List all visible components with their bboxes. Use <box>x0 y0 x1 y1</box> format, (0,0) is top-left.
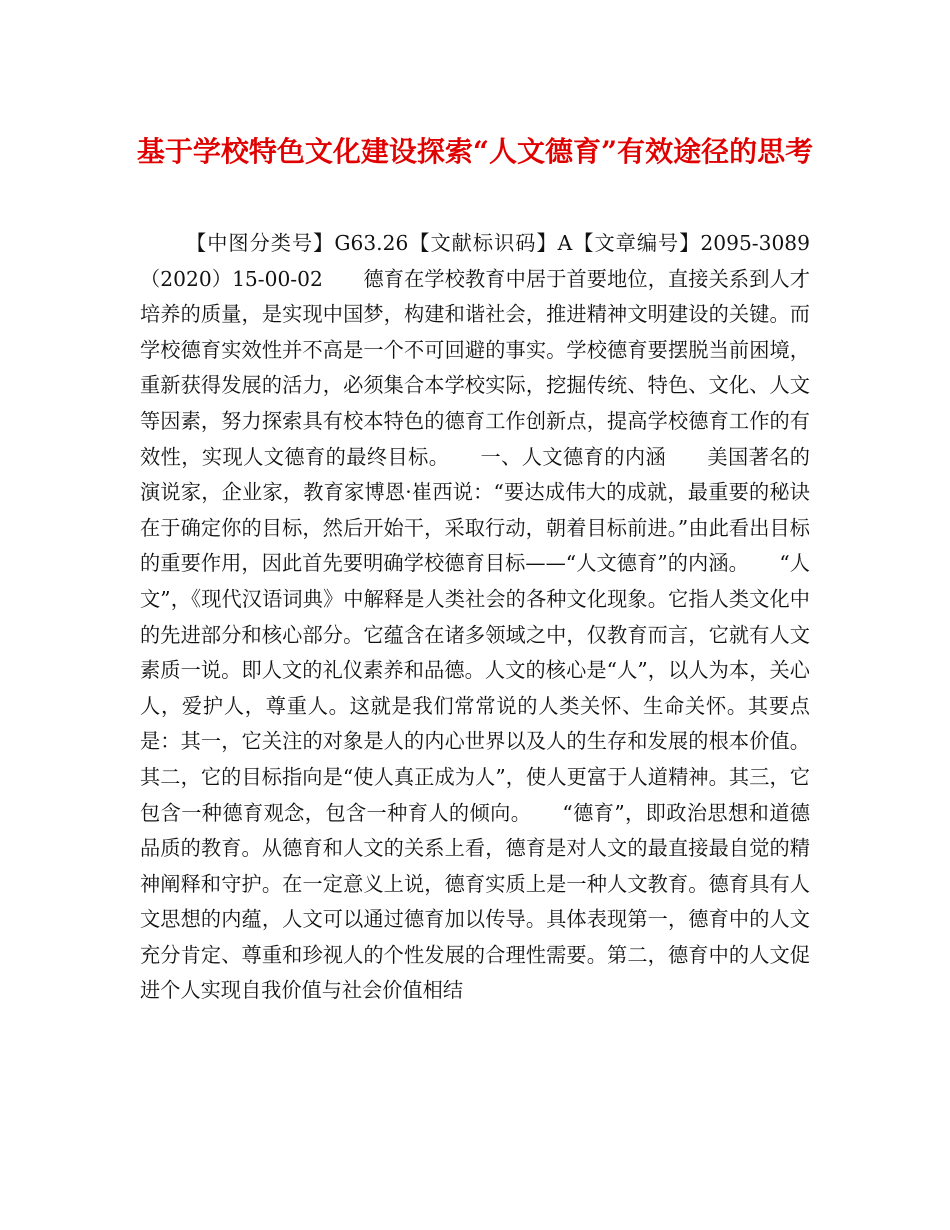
document-title: 基于学校特色文化建设探索“人文德育”有效途径的思考 <box>136 135 814 168</box>
document-body-paragraph: 【中图分类号】G63.26【文献标识码】A【文章编号】2095-3089（2020）15-00-02 德育在学校教育中居于首要地位，直接关系到人才培养的质量，是实现中国梦，构建和谐社会，推进精神文明建设的关键。而学校德育实效性并不高是一个不可回避的事实。学校德育要摆脱当前困境，重新获得发展的活力，必须集合本学校实际，挖掘传统、特色、文化、人文等因素，努力探索具有校本特色的德育工作创新点，提高学校德育工作的有效性，实现人文德育的最终目标。 一、人文德育的内涵 美国著名的演说家，企业家，教育家博恩·崔西说：“要达成伟大的成就，最重要的秘诀在于确定你的目标，然后开始干，采取行动，朝着目标前进。”由此看出目标的重要作用，因此首先要明确学校德育目标——“人文德育”的内涵。 “人文”，《现代汉语词典》中解释是人类社会的各种文化现象。它指人类文化中的先进部分和核心部分。它蕴含在诸多领域之中，仅教育而言，它就有人文素质一说。即人文的礼仪素养和品德。人文的核心是“人”，以人为本，关心人，爱护人，尊重人。这就是我们常常说的人类关怀、生命关怀。其要点是：其一，它关注的对象是人的内心世界以及人的生存和发展的根本价值。其二，它的目标指向是“使人真正成为人”，使人更富于人道精神。其三，它包含一种德育观念，包含一种育人的倾向。 “德育”，即政治思想和道德品质的教育。从德育和人文的关系上看，德育是对人文的最直接最自觉的精神阐释和守护。在一定意义上说，德育实质上是一种人文教育。德育具有人文思想的内蕴，人文可以通过德育加以传导。具体表现第一，德育中的人文充分肯定、尊重和珍视人的个性发展的合理性需要。第二，德育中的人文促进个人实现自我价值与社会价值相结 <box>140 231 810 1003</box>
